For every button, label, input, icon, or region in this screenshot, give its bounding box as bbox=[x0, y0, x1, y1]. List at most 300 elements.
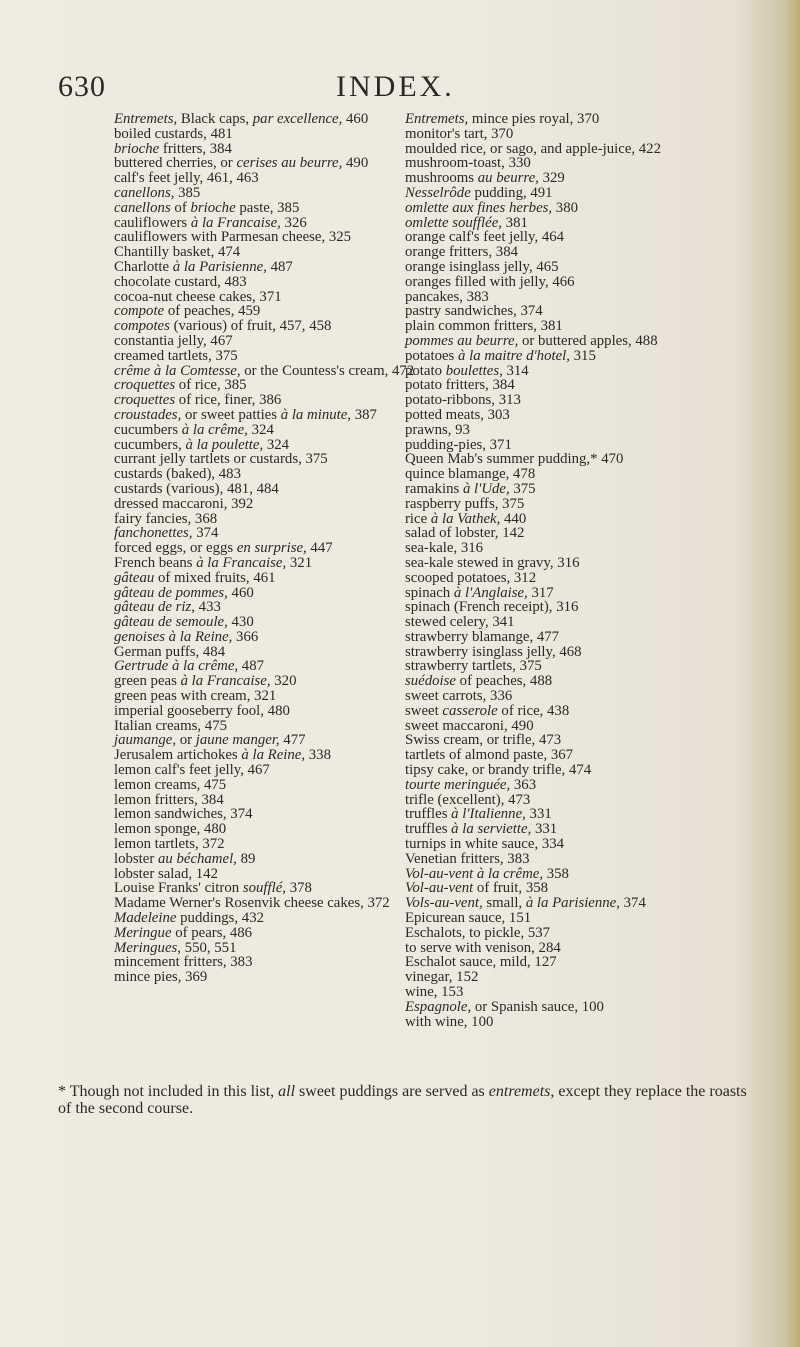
index-entry bbox=[114, 896, 424, 911]
page-number: 630 bbox=[58, 70, 106, 103]
index-entry bbox=[114, 127, 424, 142]
index-entry bbox=[405, 275, 735, 290]
index-entry bbox=[114, 526, 424, 541]
entry-text: trifle (excellent), 473 bbox=[405, 791, 531, 808]
entry-text: à la Francaise, bbox=[196, 554, 287, 571]
entry-text: mushrooms bbox=[405, 170, 478, 187]
entry-text: jaune manger, bbox=[195, 732, 280, 749]
index-entry bbox=[114, 349, 424, 364]
index-entry bbox=[405, 1015, 735, 1030]
index-entry bbox=[114, 837, 424, 852]
entry-text: à la crême, bbox=[181, 421, 248, 438]
entry-text: Charlotte bbox=[114, 258, 173, 275]
entry-text: 550, 551 bbox=[180, 939, 237, 956]
entry-text: entremets, bbox=[488, 1083, 555, 1100]
entry-text: or Spanish sauce, 100 bbox=[471, 998, 604, 1015]
entry-text: dressed maccaroni, 392 bbox=[114, 495, 254, 512]
entry-text: 447 bbox=[306, 540, 333, 557]
index-entry bbox=[114, 600, 424, 615]
index-entry bbox=[405, 970, 735, 985]
entry-text: pudding, 491 bbox=[470, 184, 553, 201]
entry-text: tartlets of almond paste, 367 bbox=[405, 747, 574, 764]
entry-text: 338 bbox=[305, 747, 331, 764]
entry-text: à la Francaise, bbox=[180, 673, 271, 690]
index-entry bbox=[114, 955, 424, 970]
entry-text: Italian creams, 475 bbox=[114, 717, 227, 734]
entry-text: Epicurean sauce, 151 bbox=[405, 910, 532, 927]
entry-text: potato bbox=[405, 362, 446, 379]
entry-text: of peaches, 459 bbox=[164, 303, 261, 320]
entry-text: vinegar, 152 bbox=[405, 969, 479, 986]
index-entry bbox=[114, 408, 424, 423]
index-column-left bbox=[114, 112, 424, 985]
entry-text: suédoise bbox=[405, 673, 456, 690]
entry-text: plain common fritters, 381 bbox=[405, 318, 563, 335]
entry-text: cucumbers bbox=[114, 421, 182, 438]
entry-text: omlette aux fines herbes, bbox=[405, 199, 553, 216]
index-entry bbox=[114, 822, 424, 837]
entry-text: French beans bbox=[114, 554, 197, 571]
entry-text: (various) of fruit, 457, 458 bbox=[169, 318, 332, 335]
entry-text: 433 bbox=[194, 599, 221, 616]
index-entry bbox=[405, 867, 735, 882]
entry-text: 487 bbox=[266, 258, 293, 275]
page-title: INDEX. bbox=[336, 70, 455, 103]
entry-text: of bbox=[170, 199, 191, 216]
entry-text: of pears, 486 bbox=[171, 924, 253, 941]
entry-text: green peas bbox=[114, 673, 181, 690]
index-entry bbox=[114, 216, 424, 231]
entry-text: 460 bbox=[342, 111, 369, 127]
entry-text: Vol-au-vent bbox=[405, 880, 474, 897]
index-entry bbox=[114, 156, 424, 171]
entry-text: of peaches, 488 bbox=[455, 673, 553, 690]
index-entry bbox=[405, 807, 735, 822]
entry-text: lobster bbox=[114, 850, 158, 867]
entry-text: à l'Italienne, bbox=[451, 806, 526, 823]
entry-text: custards (various), 481, 484 bbox=[114, 480, 279, 497]
entry-text: Gertrude à la crême, bbox=[114, 658, 239, 675]
index-entry bbox=[405, 645, 735, 660]
index-entry bbox=[114, 438, 424, 453]
entry-text: gâteau de pommes, bbox=[114, 584, 228, 601]
entry-text: fairy fancies, 368 bbox=[114, 510, 218, 527]
entry-text: à l'Ude, bbox=[462, 480, 510, 497]
index-entry bbox=[405, 408, 735, 423]
footnote bbox=[58, 1083, 758, 1117]
entry-text: à la Parisienne, bbox=[525, 895, 620, 912]
index-entry bbox=[405, 171, 735, 186]
entry-text: potatoes bbox=[405, 347, 459, 364]
entry-text: cerises au beurre, bbox=[236, 155, 343, 172]
index-entry bbox=[114, 970, 424, 985]
index-entry bbox=[405, 438, 735, 453]
entry-text: mince pies royal, 370 bbox=[468, 111, 600, 127]
index-entry bbox=[405, 112, 735, 127]
entry-text: Meringues, bbox=[114, 939, 181, 956]
entry-text: 320 bbox=[270, 673, 297, 690]
entry-text: truffles bbox=[405, 806, 452, 823]
entry-text: 331 bbox=[525, 806, 552, 823]
entry-text: 477 bbox=[279, 732, 306, 749]
index-entry bbox=[405, 349, 735, 364]
index-entry bbox=[114, 304, 424, 319]
index-entry bbox=[405, 837, 735, 852]
index-entry bbox=[405, 304, 735, 319]
entry-text: soufflé, bbox=[242, 880, 286, 897]
entry-text: lemon tartlets, 372 bbox=[114, 836, 225, 853]
index-entry bbox=[405, 1000, 735, 1015]
index-entry bbox=[114, 541, 424, 556]
entry-text: of rice, 385 bbox=[175, 377, 247, 394]
index-entry bbox=[405, 896, 735, 911]
index-entry bbox=[114, 186, 424, 201]
entry-text: of mixed fruits, 461 bbox=[154, 569, 276, 586]
entry-text: sea-kale, 316 bbox=[405, 540, 484, 557]
index-entry bbox=[114, 867, 424, 882]
entry-text: gâteau de semoule, bbox=[114, 614, 228, 631]
entry-text: sea-kale stewed in gravy, 316 bbox=[405, 554, 580, 571]
entry-text: Entremets, bbox=[405, 111, 469, 127]
entry-text: pommes au beurre, bbox=[405, 332, 519, 349]
index-entry bbox=[114, 260, 424, 275]
entry-text: 366 bbox=[232, 628, 259, 645]
entry-text: sweet maccaroni, 490 bbox=[405, 717, 534, 734]
entry-text: of rice, finer, 386 bbox=[175, 392, 282, 409]
entry-text: Eschalot sauce, mild, 127 bbox=[405, 954, 557, 971]
entry-text: Meringue bbox=[114, 924, 172, 941]
entry-text: lemon calf's feet jelly, 467 bbox=[114, 762, 270, 779]
entry-text: 380 bbox=[552, 199, 579, 216]
index-entry bbox=[114, 571, 424, 586]
entry-text: brioche bbox=[114, 140, 160, 157]
index-entry bbox=[405, 423, 735, 438]
index-entry bbox=[405, 393, 735, 408]
index-entry bbox=[405, 852, 735, 867]
entry-text: sweet bbox=[405, 702, 443, 719]
index-entry bbox=[405, 216, 735, 231]
entry-text: or the Countess's cream, 472 bbox=[240, 362, 415, 379]
entry-text: Madeleine bbox=[114, 910, 177, 927]
entry-text: truffles bbox=[405, 821, 452, 838]
entry-text: Jerusalem artichokes bbox=[114, 747, 242, 764]
index-entry bbox=[114, 586, 424, 601]
entry-text: cauliflowers with Parmesan cheese, 325 bbox=[114, 229, 352, 246]
page-edge-stain bbox=[786, 0, 800, 1347]
index-entry bbox=[405, 571, 735, 586]
entry-text: Queen Mab's summer pudding,* 470 bbox=[405, 451, 624, 468]
index-entry bbox=[405, 659, 735, 674]
entry-text: brioche bbox=[190, 199, 236, 216]
index-entry bbox=[114, 659, 424, 674]
index-entry bbox=[405, 615, 735, 630]
index-entry bbox=[114, 452, 424, 467]
entry-text: paste, 385 bbox=[235, 199, 300, 216]
index-entry bbox=[405, 497, 735, 512]
entry-text: genoises à la Reine, bbox=[114, 628, 233, 645]
entry-text: casserole bbox=[442, 702, 498, 719]
index-entry bbox=[114, 778, 424, 793]
index-entry bbox=[405, 733, 735, 748]
entry-text: with wine, 100 bbox=[405, 1013, 494, 1030]
index-entry bbox=[114, 630, 424, 645]
index-entry bbox=[114, 142, 424, 157]
entry-text: 363 bbox=[510, 776, 537, 793]
entry-text: spinach (French receipt), 316 bbox=[405, 599, 579, 616]
index-entry bbox=[114, 763, 424, 778]
index-entry bbox=[405, 674, 735, 689]
index-entry bbox=[114, 881, 424, 896]
index-entry bbox=[405, 926, 735, 941]
entry-text: of rice, 438 bbox=[497, 702, 570, 719]
index-entry bbox=[405, 201, 735, 216]
index-entry bbox=[405, 600, 735, 615]
index-entry bbox=[405, 334, 735, 349]
index-entry bbox=[405, 452, 735, 467]
entry-text: salad of lobster, 142 bbox=[405, 525, 525, 542]
entry-text: Black caps, bbox=[177, 111, 253, 127]
entry-text: crême à la Comtesse, bbox=[114, 362, 241, 379]
index-entry bbox=[405, 911, 735, 926]
entry-text: to serve with venison, 284 bbox=[405, 939, 561, 956]
entry-text: ramakins bbox=[405, 480, 463, 497]
entry-text: Entremets, bbox=[114, 111, 178, 127]
entry-text: 375 bbox=[509, 480, 536, 497]
entry-text: mushroom-toast, 330 bbox=[405, 155, 531, 172]
entry-text: cucumbers, bbox=[114, 436, 186, 453]
entry-text: monitor's tart, 370 bbox=[405, 125, 514, 142]
index-entry bbox=[405, 467, 735, 482]
entry-text: sweet carrots, 336 bbox=[405, 688, 513, 705]
index-entry bbox=[405, 704, 735, 719]
entry-text: constantia jelly, 467 bbox=[114, 332, 233, 349]
entry-text: 326 bbox=[280, 214, 307, 231]
index-entry bbox=[114, 941, 424, 956]
index-entry bbox=[405, 763, 735, 778]
index-entry bbox=[405, 319, 735, 334]
entry-text: omlette soufflée, bbox=[405, 214, 502, 231]
entry-text: 440 bbox=[500, 510, 527, 527]
entry-text: of fruit, 358 bbox=[473, 880, 549, 897]
entry-text: all bbox=[278, 1083, 296, 1100]
entry-text: custards (baked), 483 bbox=[114, 466, 241, 483]
index-entry bbox=[405, 290, 735, 305]
entry-text: 324 bbox=[247, 421, 274, 438]
index-entry bbox=[114, 704, 424, 719]
entry-text: turnips in white sauce, 334 bbox=[405, 836, 565, 853]
entry-text: forced eggs, or eggs bbox=[114, 540, 237, 557]
entry-text: lobster salad, 142 bbox=[114, 865, 218, 882]
entry-text: 315 bbox=[569, 347, 596, 364]
index-entry bbox=[405, 364, 735, 379]
entry-text: croustades, bbox=[114, 406, 182, 423]
entry-text: cauliflowers bbox=[114, 214, 191, 231]
index-entry bbox=[114, 512, 424, 527]
entry-text: * Though not included in this list, bbox=[58, 1083, 279, 1100]
index-entry bbox=[114, 689, 424, 704]
index-entry bbox=[405, 955, 735, 970]
entry-text: compotes bbox=[114, 318, 170, 335]
index-entry bbox=[405, 378, 735, 393]
index-entry bbox=[405, 881, 735, 896]
index-entry bbox=[114, 645, 424, 660]
index-entry bbox=[114, 378, 424, 393]
entry-text: 358 bbox=[543, 865, 569, 882]
entry-text: puddings, 432 bbox=[176, 910, 265, 927]
index-entry bbox=[405, 260, 735, 275]
entry-text: gâteau de riz, bbox=[114, 599, 195, 616]
entry-text: green peas with cream, 321 bbox=[114, 688, 277, 705]
entry-text: 317 bbox=[527, 584, 554, 601]
entry-text: spinach bbox=[405, 584, 454, 601]
entry-text: tourte meringuée, bbox=[405, 776, 511, 793]
entry-text: 381 bbox=[501, 214, 528, 231]
entry-text: Vols-au-vent, bbox=[405, 895, 483, 912]
index-entry bbox=[405, 156, 735, 171]
entry-text: gâteau bbox=[114, 569, 155, 586]
entry-text: 385 bbox=[174, 184, 201, 201]
index-entry bbox=[114, 423, 424, 438]
index-entry bbox=[114, 245, 424, 260]
entry-text: 487 bbox=[238, 658, 265, 675]
entry-text: 321 bbox=[286, 554, 313, 571]
index-entry bbox=[114, 497, 424, 512]
index-entry bbox=[114, 201, 424, 216]
entry-text: tipsy cake, or brandy trifle, 474 bbox=[405, 762, 592, 779]
index-entry bbox=[114, 290, 424, 305]
entry-text: buttered cherries, or bbox=[114, 155, 237, 172]
entry-text: imperial gooseberry fool, 480 bbox=[114, 702, 290, 719]
entry-text: lemon fritters, 384 bbox=[114, 791, 224, 808]
index-entry bbox=[114, 556, 424, 571]
entry-text: or buttered apples, 488 bbox=[518, 332, 658, 349]
entry-text: à la Parisienne, bbox=[172, 258, 267, 275]
entry-text: sweet puddings are served as bbox=[295, 1083, 489, 1100]
index-entry bbox=[114, 171, 424, 186]
entry-text: rice bbox=[405, 510, 431, 527]
index-entry bbox=[114, 364, 424, 379]
entry-text: par excellence, bbox=[252, 111, 343, 127]
entry-text: Espagnole, bbox=[405, 998, 472, 1015]
entry-text: 374 bbox=[192, 525, 219, 542]
index-entry bbox=[405, 245, 735, 260]
index-entry bbox=[405, 142, 735, 157]
entry-text: canellons bbox=[114, 199, 171, 216]
entry-text: 314 bbox=[502, 362, 529, 379]
entry-text: pudding-pies, 371 bbox=[405, 436, 512, 453]
index-entry bbox=[114, 482, 424, 497]
index-entry bbox=[114, 112, 424, 127]
index-entry bbox=[114, 719, 424, 734]
entry-text: 387 bbox=[351, 406, 377, 423]
entry-text: boiled custards, 481 bbox=[114, 125, 233, 142]
entry-text: à l'Anglaise, bbox=[453, 584, 528, 601]
entry-text: lemon sandwiches, 374 bbox=[114, 806, 253, 823]
entry-text: à la maitre d'hotel, bbox=[458, 347, 570, 364]
entry-text: currant jelly tartlets or custards, 375 bbox=[114, 451, 328, 468]
index-entry bbox=[405, 230, 735, 245]
index-entry bbox=[114, 807, 424, 822]
entry-text: Nesselrôde bbox=[405, 184, 471, 201]
entry-text: except they replace the roasts of the second course. bbox=[58, 1083, 747, 1117]
entry-text: German puffs, 484 bbox=[114, 643, 226, 660]
entry-text: oranges filled with jelly, 466 bbox=[405, 273, 575, 290]
entry-text: à la poulette, bbox=[185, 436, 264, 453]
entry-text: quince blamange, 478 bbox=[405, 466, 536, 483]
entry-text: croquettes bbox=[114, 377, 176, 394]
entry-text: 460 bbox=[227, 584, 254, 601]
entry-text: lemon creams, 475 bbox=[114, 776, 227, 793]
entry-text: potato fritters, 384 bbox=[405, 377, 515, 394]
entry-text: croquettes bbox=[114, 392, 176, 409]
index-entry bbox=[114, 334, 424, 349]
index-entry bbox=[114, 674, 424, 689]
entry-text: pancakes, 383 bbox=[405, 288, 489, 305]
index-entry bbox=[405, 482, 735, 497]
entry-text: à la minute, bbox=[280, 406, 351, 423]
entry-text: mince pies, 369 bbox=[114, 969, 208, 986]
index-entry bbox=[114, 615, 424, 630]
index-entry bbox=[114, 911, 424, 926]
index-entry bbox=[405, 512, 735, 527]
entry-text: au beurre, bbox=[477, 170, 539, 187]
entry-text: 378 bbox=[286, 880, 312, 897]
index-entry bbox=[114, 319, 424, 334]
entry-text: potato-ribbons, 313 bbox=[405, 392, 521, 409]
entry-text: à la Reine, bbox=[241, 747, 306, 764]
entry-text: fritters, 384 bbox=[159, 140, 232, 157]
index-entry bbox=[405, 186, 735, 201]
entry-text: small, bbox=[482, 895, 526, 912]
index-entry bbox=[405, 541, 735, 556]
entry-text: strawberry tartlets, 375 bbox=[405, 658, 542, 675]
index-entry bbox=[114, 275, 424, 290]
entry-text: orange calf's feet jelly, 464 bbox=[405, 229, 565, 246]
index-entry bbox=[405, 556, 735, 571]
index-entry bbox=[114, 793, 424, 808]
index-entry bbox=[405, 719, 735, 734]
entry-text: prawns, 93 bbox=[405, 421, 470, 438]
entry-text: moulded rice, or sago, and apple-juice, 422 bbox=[405, 140, 661, 157]
entry-text: à la serviette, bbox=[451, 821, 532, 838]
entry-text: 89 bbox=[236, 850, 256, 867]
entry-text: Swiss cream, or trifle, 473 bbox=[405, 732, 562, 749]
entry-text: lemon sponge, 480 bbox=[114, 821, 227, 838]
entry-text: wine, 153 bbox=[405, 984, 464, 1001]
entry-text: 324 bbox=[263, 436, 290, 453]
index-entry bbox=[114, 467, 424, 482]
entry-text: au béchamel, bbox=[157, 850, 237, 867]
entry-text: or sweet patties bbox=[181, 406, 281, 423]
entry-text: 329 bbox=[538, 170, 565, 187]
entry-text: jaumange, bbox=[114, 732, 177, 749]
entry-text: pastry sandwiches, 374 bbox=[405, 303, 543, 320]
entry-text: 490 bbox=[342, 155, 369, 172]
entry-text: Chantilly basket, 474 bbox=[114, 244, 241, 261]
entry-text: 331 bbox=[531, 821, 558, 838]
entry-text: en surprise, bbox=[236, 540, 307, 557]
index-column-right bbox=[405, 112, 735, 1029]
entry-text: Vol-au-vent à la crême, bbox=[405, 865, 544, 882]
entry-text: calf's feet jelly, 461, 463 bbox=[114, 170, 259, 187]
index-entry bbox=[405, 793, 735, 808]
entry-text: orange fritters, 384 bbox=[405, 244, 518, 261]
index-entry bbox=[405, 526, 735, 541]
index-entry bbox=[114, 393, 424, 408]
entry-text: chocolate custard, 483 bbox=[114, 273, 247, 290]
index-entry bbox=[405, 748, 735, 763]
index-entry bbox=[405, 941, 735, 956]
